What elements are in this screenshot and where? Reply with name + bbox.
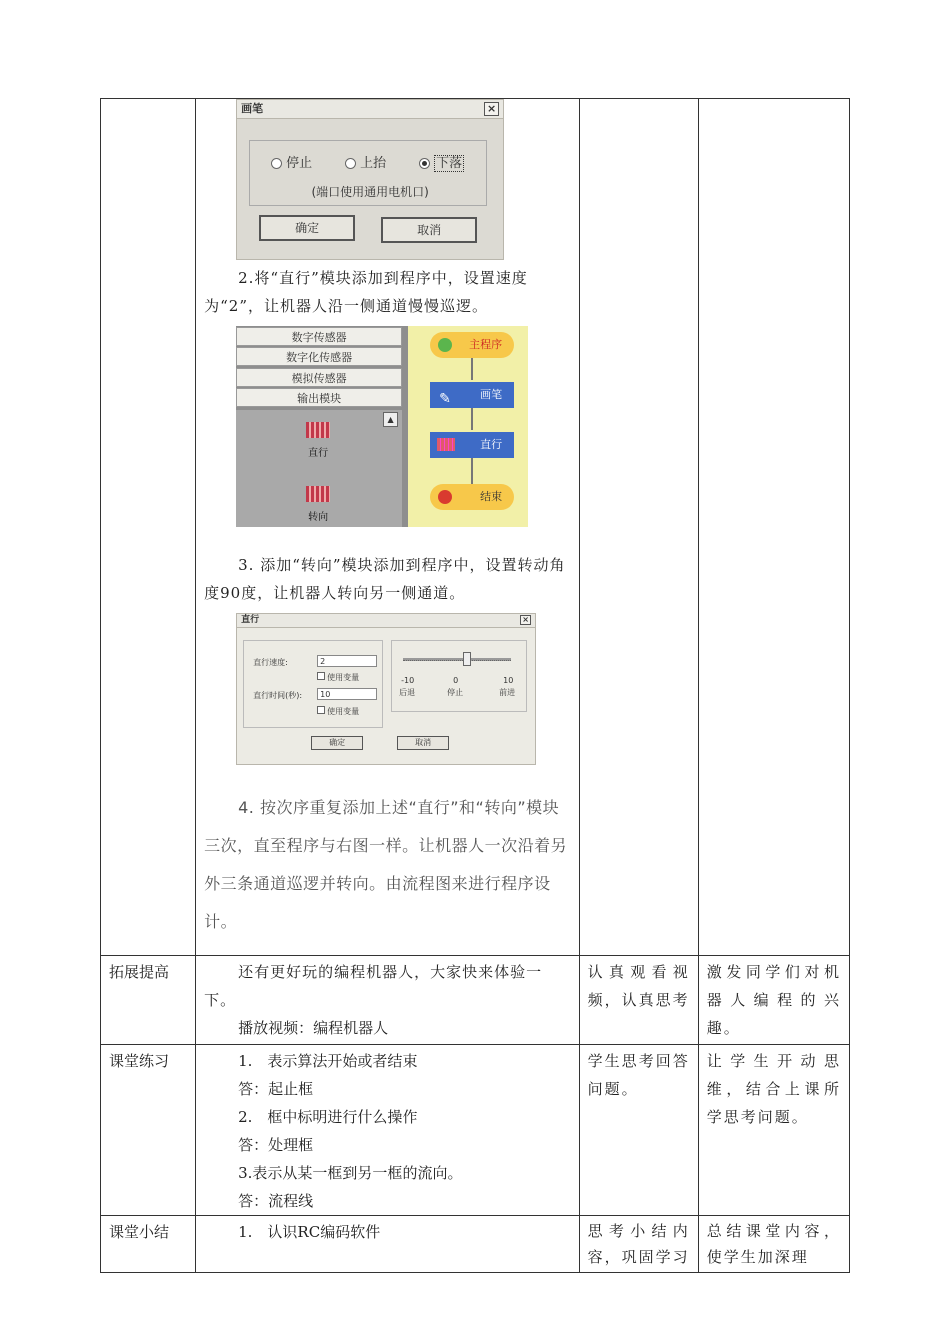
radio-icon bbox=[271, 158, 282, 169]
straight-dialog-title: 直行 bbox=[241, 615, 260, 625]
speed-label: 直行速度: bbox=[253, 658, 288, 667]
straight-dialog-titlebar bbox=[237, 614, 535, 628]
program-panel-screenshot bbox=[236, 326, 528, 527]
radio-lower: 下落 bbox=[419, 150, 464, 178]
flow-node-end: 结束 bbox=[430, 484, 514, 510]
row-label-empty bbox=[101, 99, 196, 956]
expand-line-2: 播放视频：编程机器人 bbox=[238, 1019, 389, 1037]
step-3-text: 3. 添加“转向”模块添加到程序中，设置转动角度90度，让机器人转向另一侧通道。 bbox=[204, 556, 566, 602]
step-2-text: 2.将“直行”模块添加到程序中，设置速度为“2”，让机器人沿一侧通道慢慢巡逻。 bbox=[204, 269, 528, 315]
straight-block-icon bbox=[437, 438, 455, 451]
end-icon bbox=[438, 490, 452, 504]
cancel-button: 取消 bbox=[397, 736, 449, 750]
block-turn-label: 转向 bbox=[308, 512, 329, 523]
practice-content-cell bbox=[196, 1045, 580, 1216]
pen-dialog-screenshot bbox=[236, 99, 504, 260]
menu-output-module: 输出模块 bbox=[236, 388, 402, 407]
turn-block-icon bbox=[306, 486, 330, 502]
table-row bbox=[101, 99, 850, 956]
radio-selected-icon bbox=[419, 158, 430, 169]
scale-mid: 0 bbox=[453, 676, 459, 685]
row-label-expand: 拓展提高 bbox=[101, 956, 196, 1045]
student-activity-empty bbox=[579, 99, 698, 956]
practice-line: 3.表示从某一框到另一框的流向。 bbox=[238, 1164, 463, 1182]
expand-line-1: 还有更好玩的编程机器人，大家快来体验一下。 bbox=[204, 963, 543, 1009]
scale-back-label: 后退 bbox=[399, 688, 416, 697]
pen-dialog-titlebar bbox=[237, 100, 503, 119]
summary-design-purpose: 总结课堂内容，使学生加深理 bbox=[698, 1216, 849, 1273]
main-content-cell bbox=[196, 99, 580, 956]
scroll-up-icon: ▲ bbox=[383, 412, 398, 427]
practice-design-purpose: 让学生开动思维，结合上课所学思考问题。 bbox=[698, 1045, 849, 1216]
menu-digitized-sensor: 数字化传感器 bbox=[236, 347, 402, 366]
summary-line-1: 1. 认识RC编码软件 bbox=[238, 1223, 381, 1241]
ok-button: 确定 bbox=[311, 736, 363, 750]
step-4-text: 4. 按次序重复添加上述“直行”和“转向”模块三次，直至程序与右图一样。让机器人一次沿着另外三条通道巡逻并转向。由流程图来进行程序设计。 bbox=[204, 798, 568, 931]
scale-min: -10 bbox=[401, 676, 415, 685]
time-field: 10 bbox=[317, 688, 377, 700]
speed-slider-thumb bbox=[463, 652, 471, 666]
start-icon bbox=[438, 338, 452, 352]
practice-line: 答：处理框 bbox=[238, 1136, 314, 1154]
row-label-summary: 课堂小结 bbox=[101, 1216, 196, 1273]
params-group bbox=[243, 640, 383, 728]
menu-digital-sensor: 数字传感器 bbox=[236, 327, 402, 346]
expand-student-activity: 认真观看视频，认真思考 bbox=[579, 956, 698, 1045]
practice-line: 答：流程线 bbox=[238, 1192, 314, 1210]
flow-node-straight: 直行 bbox=[430, 432, 514, 458]
summary-content-cell bbox=[196, 1216, 580, 1273]
expand-content-cell bbox=[196, 956, 580, 1045]
row-label-practice: 课堂练习 bbox=[101, 1045, 196, 1216]
menu-analog-sensor: 模拟传感器 bbox=[236, 368, 402, 387]
radio-stop: 停止 bbox=[271, 150, 312, 178]
use-variable-checkbox: 使用变量 bbox=[317, 672, 359, 683]
cancel-button: 取消 bbox=[381, 217, 477, 243]
table-row bbox=[101, 1216, 850, 1273]
practice-line: 2. 框中标明进行什么操作 bbox=[238, 1108, 418, 1126]
summary-student-activity: 思考小结内容，巩固学习 bbox=[579, 1216, 698, 1273]
practice-line: 答：起止框 bbox=[238, 1080, 314, 1098]
port-note: (端口使用通用电机口) bbox=[311, 185, 429, 199]
flow-arrow bbox=[471, 358, 473, 380]
pen-icon: ✎ bbox=[439, 391, 451, 407]
time-label: 直行时间(秒): bbox=[253, 691, 303, 700]
practice-line: 1. 表示算法开始或者结束 bbox=[238, 1052, 418, 1070]
ok-button: 确定 bbox=[259, 215, 355, 241]
lesson-table bbox=[100, 98, 850, 1273]
block-straight-label: 直行 bbox=[308, 448, 329, 459]
close-icon: × bbox=[520, 615, 531, 625]
close-icon: × bbox=[484, 102, 499, 116]
flow-node-main: 主程序 bbox=[430, 332, 514, 358]
use-variable-checkbox: 使用变量 bbox=[317, 706, 359, 717]
table-row bbox=[101, 956, 850, 1045]
practice-student-activity: 学生思考回答问题。 bbox=[579, 1045, 698, 1216]
table-row bbox=[101, 1045, 850, 1216]
flow-arrow bbox=[471, 408, 473, 430]
radio-icon bbox=[345, 158, 356, 169]
flow-arrow bbox=[471, 458, 473, 484]
radio-raise: 上抬 bbox=[345, 150, 386, 178]
straight-block-icon bbox=[306, 422, 330, 438]
design-purpose-empty bbox=[698, 99, 849, 956]
expand-design-purpose: 激发同学们对机器人编程的兴趣。 bbox=[698, 956, 849, 1045]
scale-max: 10 bbox=[503, 676, 514, 685]
scale-forward-label: 前进 bbox=[499, 688, 516, 697]
speed-slider-track bbox=[403, 658, 511, 661]
scale-stop-label: 停止 bbox=[447, 688, 464, 697]
checkbox-icon bbox=[317, 706, 325, 714]
straight-dialog-screenshot bbox=[236, 613, 536, 765]
flow-node-pen: ✎ 画笔 bbox=[430, 382, 514, 408]
speed-field: 2 bbox=[317, 655, 377, 667]
checkbox-icon bbox=[317, 672, 325, 680]
pen-dialog-title: 画笔 bbox=[241, 102, 264, 115]
